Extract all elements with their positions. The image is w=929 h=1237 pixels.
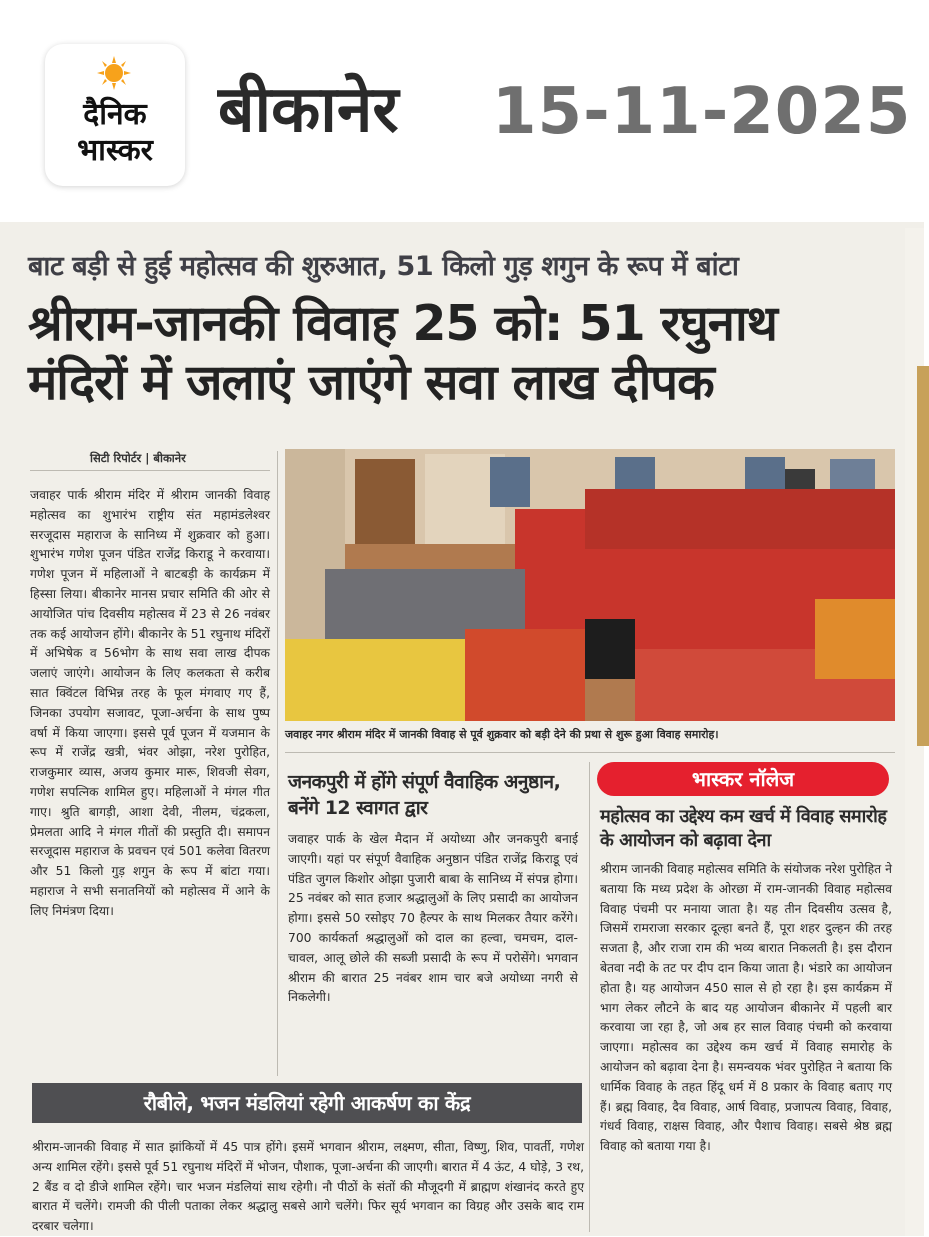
byline: सिटी रिपोर्टर | बीकानेर <box>90 451 186 465</box>
divider <box>30 470 270 471</box>
dainik-bhaskar-logo[interactable] <box>45 44 185 186</box>
logo-line2: भास्कर <box>77 133 153 168</box>
article-headline: श्रीराम-जानकी विवाह 25 को: 51 रघुनाथ मंदिरों में जलाएं जाएंगे सवा लाख दीपक <box>28 295 777 411</box>
logo-line1: दैनिक <box>83 97 147 132</box>
article-column-2: जवाहर पार्क के खेल मैदान में अयोध्या और जनकपुरी बनाई जाएगी। यहां पर संपूर्ण वैवाहिक अनुष्ठान पंडित राजेंद्र किराडू एवं पंडित जुगल किशोर ओझा पुजारी बाबा के सानिध्य में संपन्न होगा। 25 नवंबर को सात हजार श्रद्धालुओं के लिए प्रसादी का आयोजन होगा। इससे 50 रसोइए 70 हैल्पर के साथ मिलकर तैयार करेंगे। 700 कार्यकर्ता श्रद्धालुओं को दाल का हल्वा, चमचम, दाल-चावल, आलू छोले की सब्जी प्रसादी के रूप में परोसेंगे। भगवान श्रीराम की बारात 25 नवंबर शाम चार बजे अयोध्या नगरी से निकलेगी। <box>288 832 578 1005</box>
divider <box>285 752 895 753</box>
column-divider <box>589 762 590 1232</box>
article-column-1: जवाहर पार्क श्रीराम मंदिर में श्रीराम जानकी विवाह महोत्सव का शुभारंभ राष्ट्रीय संत महामंडलेश्वर सरजूदास महाराज के सानिध्य में शुक्रवार को हुआ। शुभारंभ गणेश पूजन पंडित राजेंद्र किराडू ने करवाया। गणेश पूजन में महिलाओं ने बाटबड़ी के कार्यक्रम में हिस्सा लिया। बीकानेर मानस प्रचार समिति की ओर से आयोजित पांच दिवसीय महोत्सव में 23 से 26 नवंबर तक कई आयोजन होंगे। बीकानेर के 51 रघुनाथ मंदिरों में अभिषेक व 56भोग के साथ सवा लाख दीपक जलाएं जाएंगे। आयोजन के लिए कलकता से करीब सात क्विंटल विभिन्न तरह के फूल मंगवाए गए हैं, जिनका उपयोग सजावट, पूजा-अर्चना के साथ पुष्प वर्षा में किया जाएगा। इससे पूर्व पूजन में यजमान के रूप में राजेंद्र खत्री, भंवर ओझा, नरेश पुरोहित, राजकुमार व्यास, अजय कुमार मारू, शिवजी सेवग, गणेश सपत्निक शामिल हुए। महिलाओं ने मंगल गीत गाए। श्रुति बागड़ी, आशा देवी, नीलम, चंद्रकला, प्रेमलता आदि ने मंगल गीतों की प्रस्तुति दी। समापन सरजूदास महाराज के प्रवचन एवं 501 कलेवा वितरण और 51 किलो गुड़ शगुन के रूप में बांटा गया। महाराज ने सभी सनातनियों को महोत्सव में आने के लिए निमंत्रण दिया। <box>30 488 270 918</box>
bhaskar-knowledge-badge: भास्कर नॉलेज <box>597 762 889 796</box>
subhead-janakpuri: जनकपुरी में होंगे संपूर्ण वैवाहिक अनुष्ठान, बनेंगे 12 स्वागत द्वार <box>288 771 561 819</box>
ceremony-photo <box>285 449 895 721</box>
section-band-heading: रौबीले, भजन मंडलियां रहेगी आकर्षण का केंद्र <box>32 1083 582 1123</box>
city-name: बीकानेर <box>218 73 399 147</box>
adjacent-photo <box>917 366 929 746</box>
edition-date: 15-11-2025 <box>492 75 912 149</box>
article-kicker: बाट बड़ी से हुई महोत्सव की शुरुआत, 51 किलो गुड़ शगुन के रूप में बांटा <box>28 251 739 282</box>
article-column-3: श्रीराम जानकी विवाह महोत्सव समिति के संयोजक नरेश पुरोहित ने बताया कि मध्य प्रदेश के ओरछा में राम-जानकी विवाह महोत्सव विवाह पंचमी पर मनाया जाता है। यह तीन दिवसीय उत्सव है, जिसमें रामराजा सरकार दूल्हा बनते हैं, पूरा शहर दुल्हन की तरह सजता है, और राजा राम की भव्य बारात निकलती है। इस दौरान बेतवा नदी के तट पर दीप दान किया जाता है। भंडारे का आयोजन होता है। यह आयोजन 450 साल से हो रहा है। इस कार्यक्रम में भाग लेकर लौटने के बाद यह आयोजन बीकानेर में पहली बार करवाया जा रहा है, जो अब हर साल विवाह पंचमी को करवाया जाएगा। महोत्सव का उद्देश्य कम खर्च में विवाह समारोह के आयोजन को बढ़ावा देना है। समन्वयक भंवर पुरोहित ने बताया कि धार्मिक विवाह के तहत हिंदू धर्म में 8 प्रकार के विवाह बताए गए हैं। ब्रह्म विवाह, दैव विवाह, आर्ष विवाह, प्रजापत्य विवाह, विवाह, गंधर्व विवाह, राक्षस विवाह, और पैशाच विवाह। सबसे श्रेष्ठ ब्रह्म विवाह को बताया गया है। <box>600 862 892 1154</box>
sun-icon <box>97 56 131 90</box>
article-column-4: श्रीराम-जानकी विवाह में सात झांकियों में 45 पात्र होंगे। इसमें भगवान श्रीराम, लक्ष्मण, सीता, विष्णु, शिव, पावर्ती, गणेश अन्य शामिल रहेंगे। इससे पूर्व 51 रघुनाथ मंदिरों में भोजन, पौशाक, पूजा-अर्चना की जाएगी। बारात में 4 ऊंट, 4 घोड़े, 3 रथ, 2 बैंड व दो डीजे शामिल रहेंगे। चार भजन मंडलियां साथ रहेगी। नौ पीठों के संतों की मौजूदगी में ब्राह्मण शंखानंद करते हुए बारात में चलेंगे। रामजी की पीली पताका लेकर श्रद्धालु सबसे आगे चलेंगे। फिर सूर्य भगवान का विग्रह और उसके बाद राम दरबार चलेगा। <box>32 1140 584 1234</box>
photo-caption: जवाहर नगर श्रीराम मंदिर में जानकी विवाह से पूर्व शुक्रवार को बड़ी देने की प्रथा से शुरू हुआ विवाह समारोह। <box>285 728 719 741</box>
news-photo <box>285 449 895 721</box>
subhead-knowledge: महोत्सव का उद्देश्य कम खर्च में विवाह समारोह के आयोजन को बढ़ावा देना <box>600 806 887 851</box>
column-divider <box>277 451 278 1076</box>
header <box>0 0 924 215</box>
adjacent-article-strip <box>905 228 924 1236</box>
